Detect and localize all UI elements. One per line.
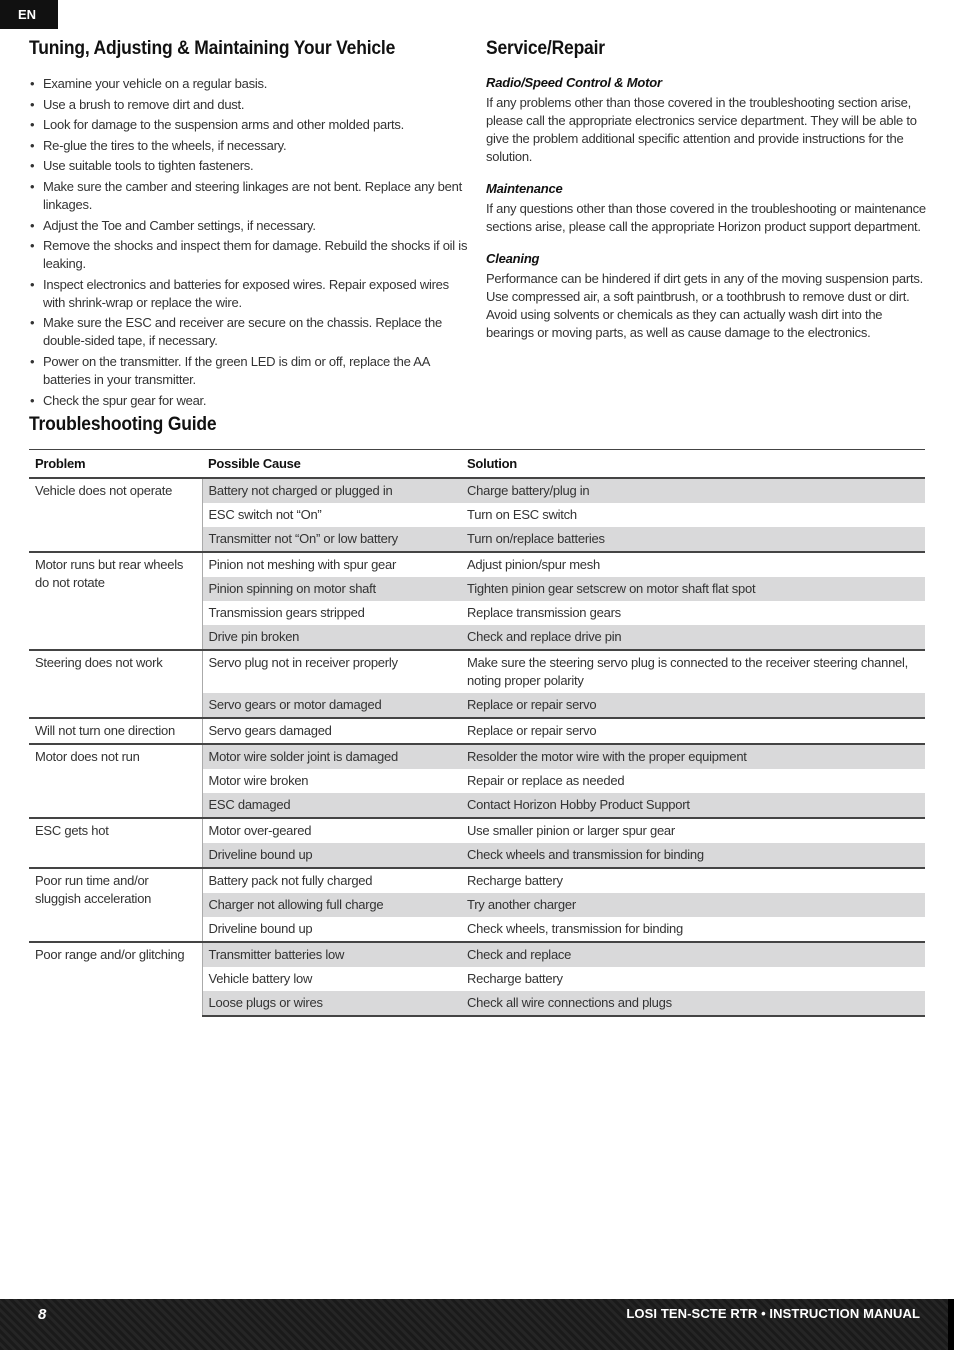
cause-cell: Servo gears damaged xyxy=(202,718,461,744)
service-paragraph: If any problems other than those covered in the troubleshooting section arise, please call the appropriate electronics service department. They will be able to give the problem additional specific attention and provide instructions for the solution. xyxy=(486,95,917,164)
table-row xyxy=(29,718,925,744)
solution-cell: Replace transmission gears xyxy=(467,604,621,620)
problem-cell: Motor runs but rear wheels do not rotate xyxy=(29,552,202,650)
cause-cell: Pinion spinning on motor shaft xyxy=(202,577,461,601)
cause-cell: Charger not allowing full charge xyxy=(202,893,461,917)
table-row xyxy=(29,744,925,769)
table-row xyxy=(29,942,925,967)
service-paragraph: If any questions other than those covered in the troubleshooting or maintenance sections arise, please call the appropriate Horizon product support department. xyxy=(486,201,926,234)
solution-cell: Turn on ESC switch xyxy=(467,506,577,522)
list-item: • Adjust the Toe and Camber settings, if necessary. xyxy=(29,217,469,235)
header-problem: Problem xyxy=(29,450,202,478)
list-item: • Use suitable tools to tighten fasteners. xyxy=(29,157,469,175)
table-row xyxy=(29,552,925,577)
problem-cell: Motor does not run xyxy=(29,744,202,818)
service-subheading: Cleaning xyxy=(486,251,540,266)
table-row xyxy=(29,478,925,503)
table-row xyxy=(29,650,925,693)
page-footer xyxy=(0,1299,954,1350)
service-subheading: Radio/Speed Control & Motor xyxy=(486,75,662,90)
list-item: • Make sure the ESC and receiver are secure on the chassis. Replace the double-sided tape, if necessary. xyxy=(29,314,469,350)
cause-cell: Battery pack not fully charged xyxy=(202,868,461,893)
list-item: • Power on the transmitter. If the green LED is dim or off, replace the AA batteries in your transmitter. xyxy=(29,353,469,389)
solution-cell: Adjust pinion/spur mesh xyxy=(461,552,925,577)
language-tab: EN xyxy=(0,0,58,29)
solution-cell: Check wheels and transmission for binding xyxy=(461,843,925,868)
cause-cell: Motor wire solder joint is damaged xyxy=(202,744,461,769)
service-subheading: Maintenance xyxy=(486,181,563,196)
list-item: • Make sure the camber and steering linkages are not bent. Replace any bent linkages. xyxy=(29,178,469,214)
cause-cell: ESC damaged xyxy=(202,793,461,818)
solution-cell: Check and replace drive pin xyxy=(461,625,925,650)
solution-cell: Check and replace xyxy=(461,942,925,967)
service-body xyxy=(486,75,926,342)
cause-cell: Transmission gears stripped xyxy=(208,604,365,620)
solution-cell: Replace or repair servo xyxy=(461,718,925,744)
solution-cell: Make sure the steering servo plug is connected to the receiver steering channel, noting proper polarity xyxy=(461,650,925,693)
problem-cell: Vehicle does not operate xyxy=(29,478,202,552)
cause-cell: Driveline bound up xyxy=(208,920,313,936)
cause-cell: Servo plug not in receiver properly xyxy=(202,650,461,693)
solution-cell: Replace or repair servo xyxy=(461,693,925,718)
troubleshooting-table xyxy=(29,449,925,1017)
list-item: • Examine your vehicle on a regular basis. xyxy=(29,75,469,93)
cause-cell: Transmitter batteries low xyxy=(202,942,461,967)
tuning-title: Tuning, Adjusting & Maintaining Your Vehicle xyxy=(29,38,396,59)
service-title: Service/Repair xyxy=(486,38,605,59)
table-row xyxy=(29,818,925,843)
page-number: 8 xyxy=(38,1306,47,1323)
list-item: • Inspect electronics and batteries for exposed wires. Repair exposed wires with shrink-wrap or replace the wire. xyxy=(29,276,469,312)
cause-cell: Vehicle battery low xyxy=(208,970,313,986)
list-item: • Re-glue the tires to the wheels, if necessary. xyxy=(29,137,469,155)
header-cause: Possible Cause xyxy=(202,450,461,478)
problem-cell: Steering does not work xyxy=(29,650,202,718)
cause-cell: ESC switch not “On” xyxy=(208,506,322,522)
cause-cell: Pinion not meshing with spur gear xyxy=(202,552,461,577)
solution-cell: Turn on/replace batteries xyxy=(461,527,925,552)
solution-cell: Repair or replace as needed xyxy=(467,772,625,788)
table-header-row xyxy=(29,450,925,478)
cause-cell: Driveline bound up xyxy=(202,843,461,868)
solution-cell: Try another charger xyxy=(461,893,925,917)
solution-cell: Recharge battery xyxy=(461,868,925,893)
list-item: • Use a brush to remove dirt and dust. xyxy=(29,96,469,114)
cause-cell: Battery not charged or plugged in xyxy=(202,478,461,503)
cause-cell: Loose plugs or wires xyxy=(202,991,461,1016)
list-item: • Check the spur gear for wear. xyxy=(29,392,469,410)
list-item: • Remove the shocks and inspect them for damage. Rebuild the shocks if oil is leaking. xyxy=(29,237,469,273)
tuning-section xyxy=(29,38,469,412)
header-solution: Solution xyxy=(461,450,925,478)
cause-cell: Motor over-geared xyxy=(202,818,461,843)
solution-cell: Check all wire connections and plugs xyxy=(461,991,925,1016)
problem-cell: Will not turn one direction xyxy=(29,718,202,744)
service-paragraph: Performance can be hindered if dirt gets in any of the moving suspension parts. Use compressed air, a soft paintbrush, or a toothbrush to remove dust or dirt. Avoid using solvents or chemicals as they can actually wash dirt into the bearings or moving parts, as well as cause damage to the electronics. xyxy=(486,271,923,340)
cause-cell: Motor wire broken xyxy=(208,772,309,788)
list-item: • Look for damage to the suspension arms and other molded parts. xyxy=(29,116,469,134)
tuning-list xyxy=(29,75,469,410)
problem-cell: ESC gets hot xyxy=(29,818,202,868)
problem-cell: Poor run time and/or sluggish acceleration xyxy=(29,868,202,942)
troubleshooting-title: Troubleshooting Guide xyxy=(29,414,217,435)
manual-title: LOSI TEN-SCTE RTR • INSTRUCTION MANUAL xyxy=(626,1306,920,1321)
solution-cell: Resolder the motor wire with the proper equipment xyxy=(461,744,925,769)
solution-cell: Check wheels, transmission for binding xyxy=(467,920,683,936)
problem-cell: Poor range and/or glitching xyxy=(29,942,202,1016)
solution-cell: Recharge battery xyxy=(467,970,563,986)
footer-edge xyxy=(948,1299,954,1350)
table-row xyxy=(29,868,925,893)
service-section xyxy=(486,38,926,342)
cause-cell: Servo gears or motor damaged xyxy=(202,693,461,718)
solution-cell: Tighten pinion gear setscrew on motor shaft flat spot xyxy=(461,577,925,601)
solution-cell: Use smaller pinion or larger spur gear xyxy=(461,818,925,843)
solution-cell: Contact Horizon Hobby Product Support xyxy=(461,793,925,818)
cause-cell: Transmitter not “On” or low battery xyxy=(202,527,461,552)
cause-cell: Drive pin broken xyxy=(202,625,461,650)
solution-cell: Charge battery/plug in xyxy=(461,478,925,503)
